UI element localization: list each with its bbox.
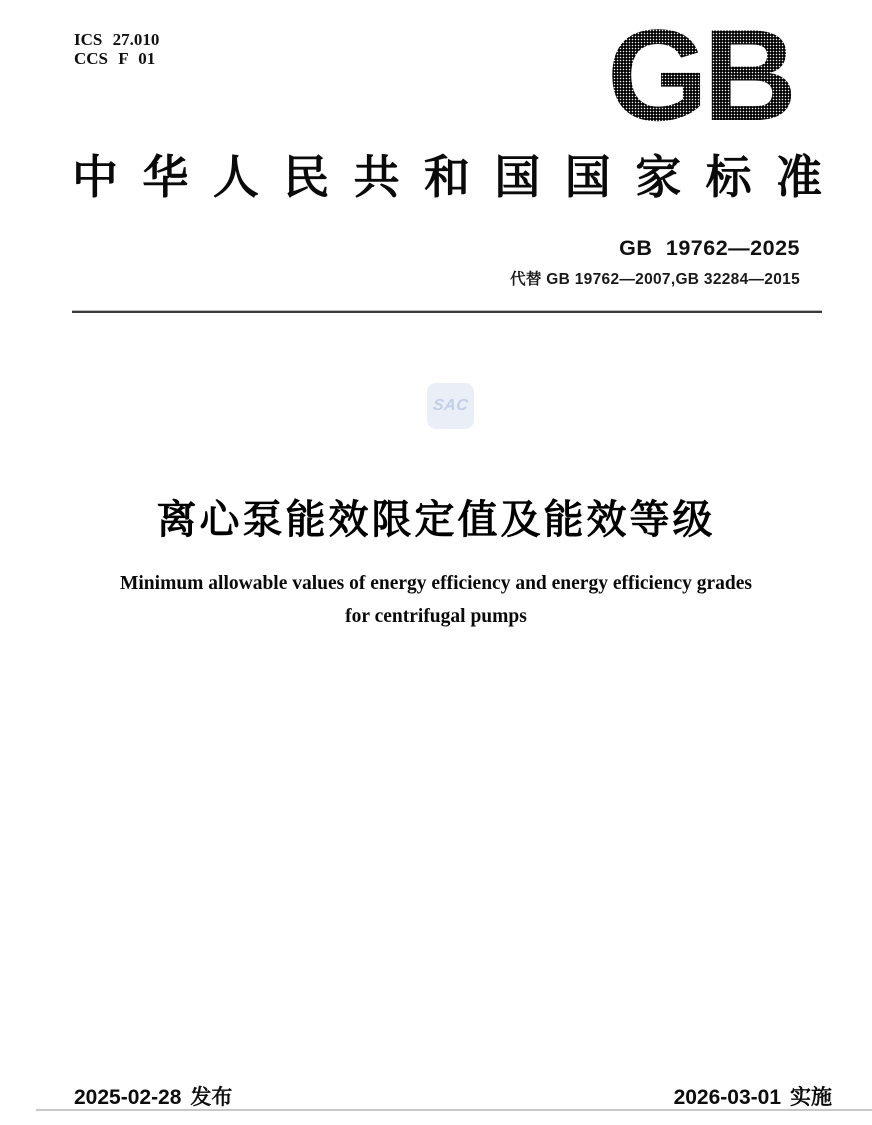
standard-number-block: [510, 236, 800, 289]
standard-number: GB 19762—2025: [619, 236, 800, 260]
title-english-line2: for centrifugal pumps: [345, 606, 527, 627]
implement-date-group: [674, 1081, 832, 1111]
issue-label: 发布: [190, 1086, 233, 1109]
issue-date: 2025-02-28: [74, 1086, 182, 1109]
sac-watermark-logo: [427, 383, 474, 429]
gb-logo: GB: [607, 2, 792, 148]
title-english-line1: Minimum allowable values of energy efficiency and energy efficiency grades: [119, 573, 752, 594]
header-divider-rule: [72, 310, 822, 313]
ccs-code: CCS F 01: [74, 49, 156, 68]
standard-body-name: 中华人民共和国国家标准: [72, 152, 822, 203]
implement-date: 2026-03-01: [673, 1086, 781, 1109]
sac-watermark-text: SAC: [432, 397, 470, 414]
ics-code: ICS 27.010: [74, 30, 160, 49]
issue-date-group: [74, 1081, 232, 1111]
classification-codes: [74, 30, 159, 68]
title-chinese: 离心泵能效限定值及能效等级: [156, 498, 716, 542]
implement-label: 实施: [790, 1086, 832, 1109]
footer-divider-rule: [36, 1109, 872, 1111]
footer-dates: [74, 1081, 832, 1111]
replaced-standards: 代替 GB 19762—2007,GB 32284—2015: [510, 271, 800, 288]
